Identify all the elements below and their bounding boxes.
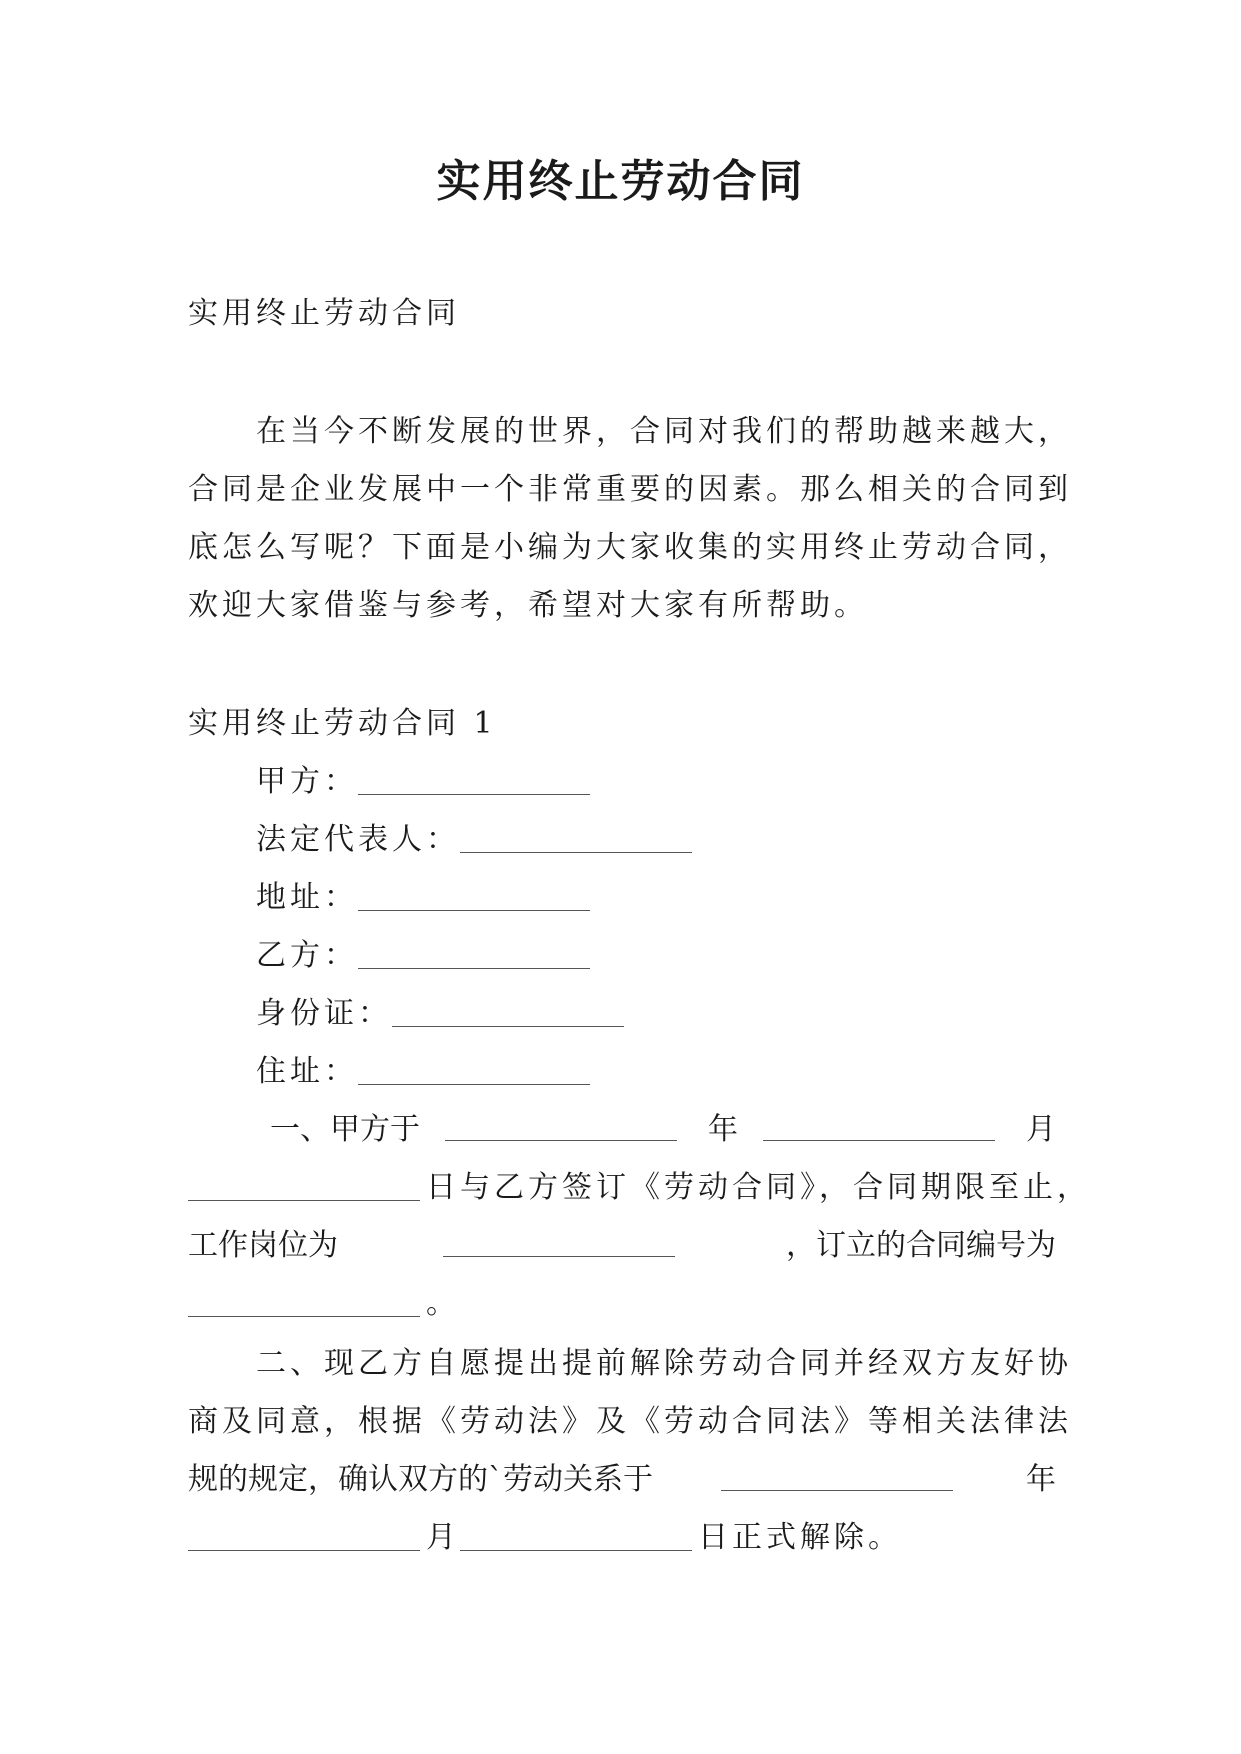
field-legal-rep-label: 法定代表人： xyxy=(256,822,460,857)
contract-number-blank xyxy=(188,1286,420,1317)
document-title: 实用终止劳动合同 xyxy=(436,156,805,207)
field-address xyxy=(256,878,596,918)
clause1-text-d: ，订立的合同编号为 xyxy=(786,1228,1056,1263)
field-residence-label: 住址： xyxy=(256,1054,358,1089)
clause2-month: 月 xyxy=(426,1520,460,1555)
intro-line-1: 在当今不断发展的世界，合同对我们的帮助越来越大， xyxy=(256,414,1072,449)
address-blank xyxy=(358,880,590,911)
intro-line-4: 欢迎大家借鉴与参考，希望对大家有所帮助。 xyxy=(188,588,868,623)
field-legal-rep xyxy=(256,820,698,860)
termination-day-blank xyxy=(460,1520,692,1551)
sign-month-blank xyxy=(763,1110,995,1141)
clause1-text-a: 一、甲方于 xyxy=(270,1112,420,1147)
termination-month-blank xyxy=(188,1520,420,1551)
sign-year-blank xyxy=(445,1110,677,1141)
field-party-b-label: 乙方： xyxy=(256,938,358,973)
party-b-blank xyxy=(358,938,590,969)
field-id-card-label: 身份证： xyxy=(256,996,392,1031)
section-heading: 实用终止劳动合同 1 xyxy=(188,706,497,741)
field-residence xyxy=(256,1052,596,1092)
clause1-line-4 xyxy=(188,1284,460,1324)
field-party-b xyxy=(256,936,596,976)
termination-year-blank xyxy=(721,1460,953,1491)
sign-day-blank xyxy=(188,1170,420,1201)
id-card-blank xyxy=(392,996,624,1027)
clause1-line-1 xyxy=(270,1110,1056,1150)
field-party-a xyxy=(256,762,596,802)
party-a-blank xyxy=(358,764,590,795)
job-position-blank xyxy=(443,1226,675,1257)
clause2-end: 日正式解除。 xyxy=(698,1520,902,1555)
clause1-text-c: 工作岗位为 xyxy=(188,1228,338,1263)
clause1-text-b: 日与乙方签订《劳动合同》，合同期限至止， xyxy=(426,1170,1091,1205)
intro-line-2: 合同是企业发展中一个非常重要的因素。那么相关的合同到 xyxy=(188,472,1072,507)
residence-blank xyxy=(358,1054,590,1085)
intro-line-3: 底怎么写呢？下面是小编为大家收集的实用终止劳动合同， xyxy=(188,530,1072,565)
clause2-text-a: 规的规定，确认双方的`劳动关系于 xyxy=(188,1462,653,1497)
clause1-end: 。 xyxy=(426,1286,460,1321)
field-party-a-label: 甲方： xyxy=(256,764,358,799)
clause1-line-2 xyxy=(188,1168,1091,1208)
clause1-month: 月 xyxy=(1026,1112,1056,1147)
clause2-line-4 xyxy=(188,1518,902,1558)
clause2-year: 年 xyxy=(1026,1462,1056,1497)
field-address-label: 地址： xyxy=(256,880,358,915)
clause2-line-1: 二、现乙方自愿提出提前解除劳动合同并经双方友好协 xyxy=(256,1346,1072,1381)
legal-rep-blank xyxy=(460,822,692,853)
clause1-year: 年 xyxy=(708,1112,738,1147)
field-id-card xyxy=(256,994,630,1034)
clause1-line-3 xyxy=(188,1226,1056,1266)
clause2-line-2: 商及同意，根据《劳动法》及《劳动合同法》等相关法律法 xyxy=(188,1404,1072,1439)
document-subtitle: 实用终止劳动合同 xyxy=(188,296,460,331)
clause2-line-3 xyxy=(188,1460,1056,1500)
